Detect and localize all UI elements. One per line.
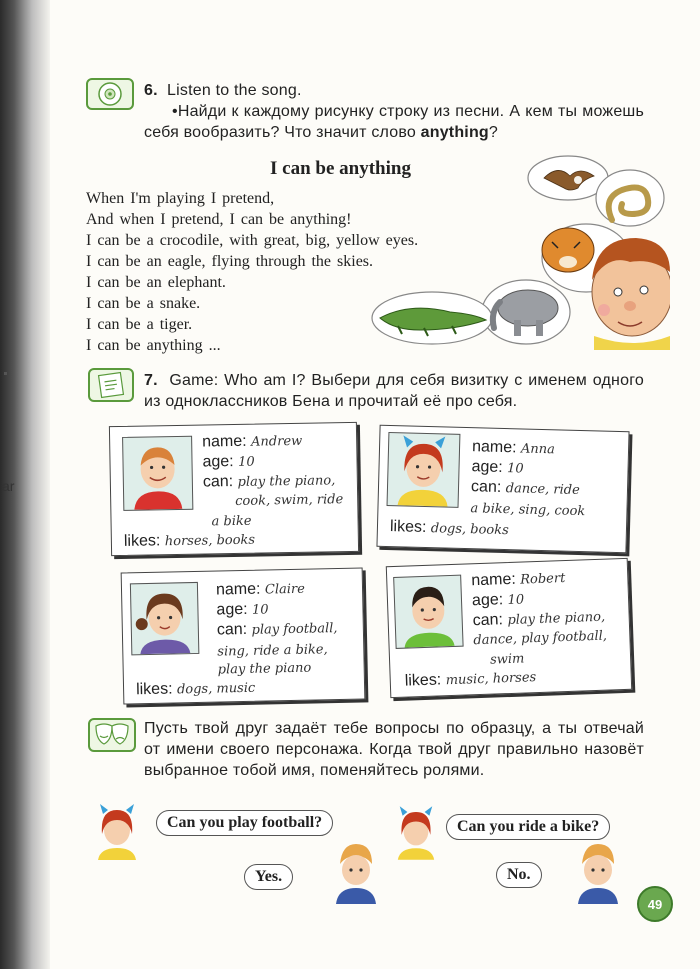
song-title: I can be anything [270,158,411,179]
boy-imagining-animals-illustration [368,150,670,350]
robert-portrait [393,575,463,649]
facing-page-edge-text: ar [2,478,15,494]
card-can: a bike [211,513,252,530]
card-can: sing, ride a bike, [217,642,328,660]
song-line: I can be a tiger. [86,316,193,333]
card-likes: dogs, books [430,521,509,539]
role-play-instruction: Пусть твой друг задаёт тебе вопросы по образцу, а ты отвечай от имени своего персонажа. Когда твой друг правильно назовёт выбранное тобой имя, поменяйтесь ролями. [144,720,644,779]
robert-likes-row [404,666,536,694]
profile-card-claire[interactable] [121,567,366,704]
card-name: Andrew [250,433,303,450]
boy-answerer-2 [572,842,624,904]
age-label: age: [216,600,248,619]
card-can: play the piano [217,660,312,678]
name-label: name: [471,570,517,590]
exercise-6-instruction: Найди к каждому рисунку строку из песни. А кем ты можешь себя вообразить? Что значит слово [144,103,644,141]
card-can: play the piano, [237,473,336,490]
can-label: can: [470,478,502,496]
song-line: I can be an eagle, flying through the skies. [86,253,374,270]
question-mark: ? [488,124,499,141]
girl-anna-speaker-2 [394,806,438,860]
claire-portrait [130,582,199,655]
can-label: can: [202,473,234,491]
cd-audio-icon [86,78,134,110]
age-label: age: [471,591,504,610]
name-label: name: [215,580,261,599]
card-age: 10 [507,592,525,609]
name-label: name: [202,432,247,451]
notebook-icon [88,368,134,402]
card-likes: horses, books [164,532,256,550]
age-label: age: [202,453,234,471]
card-can: dance, play football, [473,628,608,649]
question-bubble-football: Can you play football? [156,810,333,836]
exercise-7-number: 7. [144,372,158,389]
card-can: play football, [251,621,338,638]
song-line: I can be a crocodile, with great, big, yellow eyes. [86,232,419,249]
likes-label: likes: [135,680,173,699]
girl-anna-speaker-1 [94,804,140,860]
card-age: 10 [251,602,269,618]
profile-card-anna[interactable] [376,425,629,554]
age-label: age: [471,458,503,476]
card-age: 10 [237,454,255,470]
question-bubble-bike: Can you ride a bike? [446,814,610,840]
song-line: I can be anything ... [86,337,221,354]
bullet: • [172,103,178,120]
exercise-7-text [144,370,644,412]
claire-likes-row [136,677,256,702]
exercise-6-text [144,80,644,143]
page-number-badge: 49 [637,886,673,922]
can-label: can: [472,611,504,630]
profile-card-andrew[interactable] [109,422,359,556]
card-can: play the piano, [507,609,606,629]
bold-word-anything: anything [420,124,489,141]
card-can: a bike, sing, cook [470,501,586,520]
margin-mark [4,372,7,375]
answer-bubble-yes: Yes. [244,864,293,890]
card-can: dance, ride [505,481,580,499]
answer-bubble-no: No. [496,862,542,888]
exercise-6-heading: Listen to the song. [167,82,302,99]
anna-likes-row [390,516,509,542]
song-line: When I'm playing I pretend, [86,190,275,207]
card-name: Robert [519,571,566,588]
likes-label: likes: [389,518,427,537]
card-name: Claire [264,581,306,598]
card-name: Anna [520,441,556,458]
exercise-7-heading: Game: Who am I? [169,372,306,389]
likes-label: likes: [404,671,442,690]
card-can: swim [489,651,525,668]
exercise-6-number: 6. [144,82,158,99]
can-label: can: [216,620,248,639]
andrew-likes-row [124,529,256,554]
andrew-portrait [122,436,193,511]
card-likes: music, horses [445,670,537,689]
song-line: And when I pretend, I can be anything! [86,211,352,228]
likes-label: likes: [123,532,161,550]
name-label: name: [471,438,517,457]
anna-portrait [387,432,461,508]
profile-card-robert[interactable] [386,558,632,698]
card-likes: dogs, music [176,680,256,698]
song-line: I can be an elephant. [86,274,226,291]
song-line: I can be a snake. [86,295,201,312]
theatre-masks-icon [88,718,136,752]
card-can: cook, swim, ride [235,492,344,509]
card-age: 10 [506,461,524,477]
boy-answerer-1 [330,842,382,904]
exercise-7-instruction: Выбери для себя визитку с именем одного из одноклассников Бена и прочитай её про себя. [144,372,644,410]
